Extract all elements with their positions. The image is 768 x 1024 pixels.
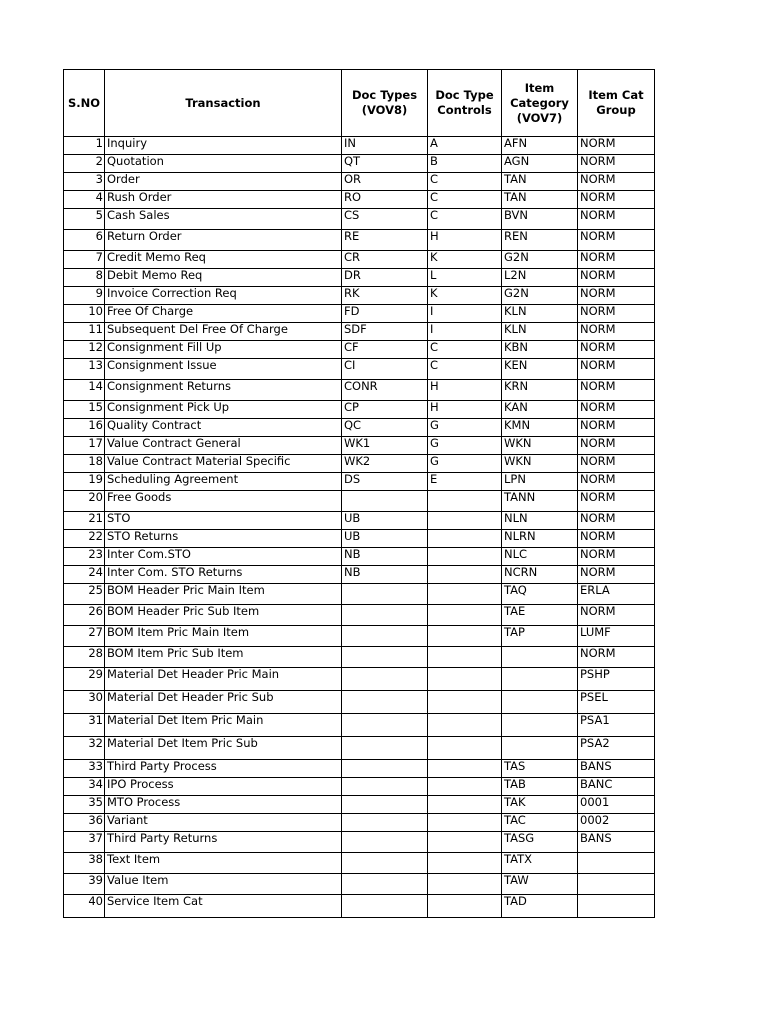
cell-item-category: KEN bbox=[502, 359, 578, 380]
table-row bbox=[64, 760, 655, 778]
cell-item-cat-group: NORM bbox=[578, 605, 655, 626]
cell-item-cat-group bbox=[578, 874, 655, 895]
cell-item-category: TAC bbox=[502, 814, 578, 832]
cell-doc-type: CR bbox=[342, 251, 428, 269]
cell-doc-type: QT bbox=[342, 155, 428, 173]
cell-doc-type: CONR bbox=[342, 380, 428, 401]
cell-doc-type-control: C bbox=[428, 191, 502, 209]
cell-doc-type-control bbox=[428, 796, 502, 814]
cell-sno: 25 bbox=[64, 584, 105, 605]
cell-item-category: TAK bbox=[502, 796, 578, 814]
header-item-cat-group: Item Cat Group bbox=[578, 70, 655, 137]
cell-transaction: Consignment Pick Up bbox=[105, 401, 342, 419]
cell-doc-type bbox=[342, 895, 428, 918]
cell-doc-type bbox=[342, 874, 428, 895]
cell-sno: 36 bbox=[64, 814, 105, 832]
table-row bbox=[64, 874, 655, 895]
table-row bbox=[64, 341, 655, 359]
cell-transaction: Third Party Returns bbox=[105, 832, 342, 853]
transaction-table bbox=[63, 69, 655, 918]
cell-doc-type: UB bbox=[342, 512, 428, 530]
cell-doc-type: DS bbox=[342, 473, 428, 491]
cell-doc-type-control bbox=[428, 714, 502, 737]
cell-sno: 4 bbox=[64, 191, 105, 209]
cell-transaction: Free Goods bbox=[105, 491, 342, 512]
cell-doc-type: RE bbox=[342, 230, 428, 251]
cell-sno: 30 bbox=[64, 691, 105, 714]
cell-item-category bbox=[502, 668, 578, 691]
cell-doc-type-control bbox=[428, 584, 502, 605]
cell-sno: 23 bbox=[64, 548, 105, 566]
cell-doc-type bbox=[342, 737, 428, 760]
cell-transaction: Value Contract Material Specific bbox=[105, 455, 342, 473]
table-row bbox=[64, 173, 655, 191]
cell-transaction: BOM Header Pric Sub Item bbox=[105, 605, 342, 626]
cell-sno: 16 bbox=[64, 419, 105, 437]
cell-item-category: TAP bbox=[502, 626, 578, 647]
cell-sno: 5 bbox=[64, 209, 105, 230]
cell-item-category: TAQ bbox=[502, 584, 578, 605]
cell-sno: 2 bbox=[64, 155, 105, 173]
cell-doc-type: CI bbox=[342, 359, 428, 380]
cell-transaction: Value Item bbox=[105, 874, 342, 895]
cell-doc-type: FD bbox=[342, 305, 428, 323]
cell-transaction: Variant bbox=[105, 814, 342, 832]
cell-item-category: REN bbox=[502, 230, 578, 251]
cell-sno: 29 bbox=[64, 668, 105, 691]
table-row bbox=[64, 323, 655, 341]
cell-item-cat-group: NORM bbox=[578, 137, 655, 155]
cell-item-cat-group: NORM bbox=[578, 455, 655, 473]
cell-sno: 12 bbox=[64, 341, 105, 359]
cell-doc-type-control: A bbox=[428, 137, 502, 155]
cell-doc-type-control: E bbox=[428, 473, 502, 491]
table-row bbox=[64, 895, 655, 918]
cell-transaction: MTO Process bbox=[105, 796, 342, 814]
table-row bbox=[64, 359, 655, 380]
cell-doc-type: RO bbox=[342, 191, 428, 209]
cell-transaction: Consignment Fill Up bbox=[105, 341, 342, 359]
cell-item-cat-group: PSA2 bbox=[578, 737, 655, 760]
cell-doc-type bbox=[342, 714, 428, 737]
cell-doc-type: CF bbox=[342, 341, 428, 359]
cell-item-cat-group: NORM bbox=[578, 173, 655, 191]
table-row bbox=[64, 230, 655, 251]
table-row bbox=[64, 287, 655, 305]
header-item-category: Item Category (VOV7) bbox=[502, 70, 578, 137]
table-row bbox=[64, 668, 655, 691]
cell-item-cat-group: NORM bbox=[578, 341, 655, 359]
cell-item-cat-group: NORM bbox=[578, 155, 655, 173]
cell-doc-type-control: C bbox=[428, 341, 502, 359]
cell-transaction: Free Of Charge bbox=[105, 305, 342, 323]
cell-sno: 28 bbox=[64, 647, 105, 668]
cell-item-cat-group: NORM bbox=[578, 191, 655, 209]
cell-doc-type-control bbox=[428, 566, 502, 584]
cell-sno: 19 bbox=[64, 473, 105, 491]
table-row bbox=[64, 814, 655, 832]
table-row bbox=[64, 155, 655, 173]
cell-item-cat-group: NORM bbox=[578, 251, 655, 269]
header-doc-type-controls: Doc Type Controls bbox=[428, 70, 502, 137]
table-row bbox=[64, 380, 655, 401]
cell-transaction: Material Det Item Pric Main bbox=[105, 714, 342, 737]
cell-sno: 31 bbox=[64, 714, 105, 737]
cell-doc-type-control: C bbox=[428, 359, 502, 380]
cell-doc-type-control: C bbox=[428, 173, 502, 191]
cell-item-cat-group: NORM bbox=[578, 419, 655, 437]
cell-doc-type: CP bbox=[342, 401, 428, 419]
table-row bbox=[64, 305, 655, 323]
cell-item-cat-group: 0001 bbox=[578, 796, 655, 814]
cell-sno: 38 bbox=[64, 853, 105, 874]
cell-transaction: Order bbox=[105, 173, 342, 191]
cell-doc-type: QC bbox=[342, 419, 428, 437]
table-body bbox=[64, 137, 655, 918]
cell-item-category: KLN bbox=[502, 305, 578, 323]
cell-item-cat-group: NORM bbox=[578, 401, 655, 419]
table-row bbox=[64, 137, 655, 155]
cell-doc-type: WK2 bbox=[342, 455, 428, 473]
cell-transaction: STO Returns bbox=[105, 530, 342, 548]
cell-transaction: BOM Item Pric Main Item bbox=[105, 626, 342, 647]
cell-sno: 17 bbox=[64, 437, 105, 455]
table-row bbox=[64, 548, 655, 566]
table-row bbox=[64, 437, 655, 455]
cell-item-cat-group: NORM bbox=[578, 647, 655, 668]
cell-item-category bbox=[502, 737, 578, 760]
cell-sno: 21 bbox=[64, 512, 105, 530]
cell-sno: 10 bbox=[64, 305, 105, 323]
cell-sno: 14 bbox=[64, 380, 105, 401]
cell-item-cat-group: NORM bbox=[578, 359, 655, 380]
cell-doc-type bbox=[342, 647, 428, 668]
cell-sno: 9 bbox=[64, 287, 105, 305]
cell-item-category: TAS bbox=[502, 760, 578, 778]
cell-doc-type: UB bbox=[342, 530, 428, 548]
cell-doc-type-control bbox=[428, 737, 502, 760]
table-row bbox=[64, 737, 655, 760]
cell-item-cat-group: NORM bbox=[578, 473, 655, 491]
cell-transaction: BOM Header Pric Main Item bbox=[105, 584, 342, 605]
cell-sno: 27 bbox=[64, 626, 105, 647]
cell-item-cat-group: NORM bbox=[578, 530, 655, 548]
cell-doc-type: NB bbox=[342, 566, 428, 584]
cell-transaction: IPO Process bbox=[105, 778, 342, 796]
cell-transaction: Debit Memo Req bbox=[105, 269, 342, 287]
cell-item-category: G2N bbox=[502, 287, 578, 305]
cell-sno: 32 bbox=[64, 737, 105, 760]
cell-doc-type-control bbox=[428, 605, 502, 626]
cell-doc-type-control bbox=[428, 832, 502, 853]
cell-item-category: WKN bbox=[502, 455, 578, 473]
cell-sno: 26 bbox=[64, 605, 105, 626]
cell-doc-type-control: I bbox=[428, 305, 502, 323]
header-doc-types: Doc Types (VOV8) bbox=[342, 70, 428, 137]
cell-transaction: Material Det Header Pric Sub bbox=[105, 691, 342, 714]
cell-transaction: Inter Com. STO Returns bbox=[105, 566, 342, 584]
cell-sno: 37 bbox=[64, 832, 105, 853]
cell-doc-type bbox=[342, 778, 428, 796]
cell-sno: 39 bbox=[64, 874, 105, 895]
cell-item-category: TANN bbox=[502, 491, 578, 512]
cell-doc-type bbox=[342, 584, 428, 605]
table-row bbox=[64, 491, 655, 512]
cell-doc-type-control: L bbox=[428, 269, 502, 287]
cell-transaction: Subsequent Del Free Of Charge bbox=[105, 323, 342, 341]
cell-item-category: TAN bbox=[502, 191, 578, 209]
cell-item-category: L2N bbox=[502, 269, 578, 287]
cell-doc-type bbox=[342, 691, 428, 714]
cell-doc-type-control bbox=[428, 778, 502, 796]
cell-item-cat-group: BANS bbox=[578, 832, 655, 853]
cell-doc-type-control: B bbox=[428, 155, 502, 173]
cell-doc-type: RK bbox=[342, 287, 428, 305]
cell-doc-type-control: I bbox=[428, 323, 502, 341]
cell-item-category: TAW bbox=[502, 874, 578, 895]
cell-item-category: TATX bbox=[502, 853, 578, 874]
cell-doc-type bbox=[342, 796, 428, 814]
cell-item-cat-group bbox=[578, 853, 655, 874]
table-row bbox=[64, 455, 655, 473]
cell-item-category: KRN bbox=[502, 380, 578, 401]
table-row bbox=[64, 209, 655, 230]
cell-transaction: Cash Sales bbox=[105, 209, 342, 230]
cell-item-category: NLC bbox=[502, 548, 578, 566]
table-row bbox=[64, 605, 655, 626]
cell-doc-type: WK1 bbox=[342, 437, 428, 455]
cell-sno: 24 bbox=[64, 566, 105, 584]
cell-doc-type-control: H bbox=[428, 401, 502, 419]
cell-item-cat-group: NORM bbox=[578, 380, 655, 401]
cell-item-category bbox=[502, 691, 578, 714]
cell-doc-type: DR bbox=[342, 269, 428, 287]
cell-doc-type-control: G bbox=[428, 437, 502, 455]
cell-doc-type bbox=[342, 832, 428, 853]
cell-item-cat-group: NORM bbox=[578, 323, 655, 341]
cell-doc-type-control bbox=[428, 853, 502, 874]
cell-doc-type bbox=[342, 814, 428, 832]
cell-item-category: AFN bbox=[502, 137, 578, 155]
cell-transaction: BOM Item Pric Sub Item bbox=[105, 647, 342, 668]
cell-doc-type-control: G bbox=[428, 419, 502, 437]
cell-sno: 8 bbox=[64, 269, 105, 287]
cell-doc-type-control: C bbox=[428, 209, 502, 230]
cell-item-category: KAN bbox=[502, 401, 578, 419]
cell-item-cat-group: PSHP bbox=[578, 668, 655, 691]
cell-doc-type bbox=[342, 626, 428, 647]
cell-sno: 34 bbox=[64, 778, 105, 796]
cell-sno: 40 bbox=[64, 895, 105, 918]
cell-item-cat-group: NORM bbox=[578, 209, 655, 230]
cell-transaction: Scheduling Agreement bbox=[105, 473, 342, 491]
cell-item-category: NCRN bbox=[502, 566, 578, 584]
cell-sno: 13 bbox=[64, 359, 105, 380]
cell-doc-type: CS bbox=[342, 209, 428, 230]
table-row bbox=[64, 473, 655, 491]
cell-item-cat-group: BANS bbox=[578, 760, 655, 778]
cell-doc-type-control bbox=[428, 874, 502, 895]
cell-sno: 20 bbox=[64, 491, 105, 512]
table-row bbox=[64, 691, 655, 714]
cell-item-cat-group: NORM bbox=[578, 566, 655, 584]
cell-transaction: Material Det Header Pric Main bbox=[105, 668, 342, 691]
cell-sno: 3 bbox=[64, 173, 105, 191]
table-row bbox=[64, 419, 655, 437]
cell-transaction: STO bbox=[105, 512, 342, 530]
cell-sno: 22 bbox=[64, 530, 105, 548]
table-row bbox=[64, 530, 655, 548]
table-row bbox=[64, 512, 655, 530]
cell-item-cat-group: 0002 bbox=[578, 814, 655, 832]
cell-transaction: Rush Order bbox=[105, 191, 342, 209]
cell-item-cat-group: LUMF bbox=[578, 626, 655, 647]
cell-doc-type-control bbox=[428, 691, 502, 714]
table-row bbox=[64, 796, 655, 814]
table-row bbox=[64, 647, 655, 668]
table-row bbox=[64, 853, 655, 874]
cell-transaction: Inter Com.STO bbox=[105, 548, 342, 566]
cell-doc-type-control: H bbox=[428, 380, 502, 401]
cell-item-cat-group: BANC bbox=[578, 778, 655, 796]
table-row bbox=[64, 714, 655, 737]
header-transaction: Transaction bbox=[105, 70, 342, 137]
cell-item-cat-group: NORM bbox=[578, 491, 655, 512]
cell-sno: 18 bbox=[64, 455, 105, 473]
cell-transaction: Consignment Issue bbox=[105, 359, 342, 380]
cell-doc-type bbox=[342, 760, 428, 778]
cell-item-cat-group: NORM bbox=[578, 512, 655, 530]
cell-transaction: Consignment Returns bbox=[105, 380, 342, 401]
cell-doc-type-control bbox=[428, 530, 502, 548]
cell-doc-type bbox=[342, 491, 428, 512]
cell-transaction: Third Party Process bbox=[105, 760, 342, 778]
cell-item-category: KLN bbox=[502, 323, 578, 341]
cell-doc-type-control bbox=[428, 760, 502, 778]
cell-sno: 35 bbox=[64, 796, 105, 814]
cell-sno: 1 bbox=[64, 137, 105, 155]
cell-doc-type: OR bbox=[342, 173, 428, 191]
cell-doc-type-control bbox=[428, 548, 502, 566]
table-row bbox=[64, 832, 655, 853]
cell-item-category: AGN bbox=[502, 155, 578, 173]
cell-transaction: Service Item Cat bbox=[105, 895, 342, 918]
cell-doc-type-control bbox=[428, 647, 502, 668]
cell-item-cat-group bbox=[578, 895, 655, 918]
cell-transaction: Text Item bbox=[105, 853, 342, 874]
cell-doc-type-control bbox=[428, 491, 502, 512]
cell-item-cat-group: NORM bbox=[578, 548, 655, 566]
cell-transaction: Credit Memo Req bbox=[105, 251, 342, 269]
table-row bbox=[64, 191, 655, 209]
cell-item-category: TAB bbox=[502, 778, 578, 796]
cell-item-cat-group: PSA1 bbox=[578, 714, 655, 737]
table-header-row bbox=[64, 70, 655, 137]
cell-doc-type-control bbox=[428, 512, 502, 530]
cell-item-category bbox=[502, 714, 578, 737]
cell-item-category: TAE bbox=[502, 605, 578, 626]
table-row bbox=[64, 269, 655, 287]
cell-item-category: TAN bbox=[502, 173, 578, 191]
cell-item-category: NLRN bbox=[502, 530, 578, 548]
cell-item-category: KMN bbox=[502, 419, 578, 437]
table-row bbox=[64, 778, 655, 796]
cell-item-category: TAD bbox=[502, 895, 578, 918]
cell-item-cat-group: NORM bbox=[578, 230, 655, 251]
cell-transaction: Invoice Correction Req bbox=[105, 287, 342, 305]
cell-item-category: KBN bbox=[502, 341, 578, 359]
cell-doc-type bbox=[342, 605, 428, 626]
cell-doc-type-control: H bbox=[428, 230, 502, 251]
cell-item-category: WKN bbox=[502, 437, 578, 455]
cell-doc-type-control bbox=[428, 895, 502, 918]
cell-transaction: Return Order bbox=[105, 230, 342, 251]
cell-doc-type: NB bbox=[342, 548, 428, 566]
cell-sno: 33 bbox=[64, 760, 105, 778]
cell-item-cat-group: NORM bbox=[578, 269, 655, 287]
cell-doc-type-control bbox=[428, 668, 502, 691]
table-row bbox=[64, 584, 655, 605]
cell-item-category: NLN bbox=[502, 512, 578, 530]
cell-doc-type-control bbox=[428, 814, 502, 832]
header-sno: S.NO bbox=[64, 70, 105, 137]
cell-sno: 7 bbox=[64, 251, 105, 269]
cell-doc-type bbox=[342, 668, 428, 691]
cell-item-cat-group: PSEL bbox=[578, 691, 655, 714]
cell-item-category: LPN bbox=[502, 473, 578, 491]
cell-transaction: Value Contract General bbox=[105, 437, 342, 455]
cell-doc-type: IN bbox=[342, 137, 428, 155]
cell-item-cat-group: NORM bbox=[578, 305, 655, 323]
cell-doc-type bbox=[342, 853, 428, 874]
cell-item-category: G2N bbox=[502, 251, 578, 269]
cell-sno: 6 bbox=[64, 230, 105, 251]
cell-transaction: Material Det Item Pric Sub bbox=[105, 737, 342, 760]
cell-doc-type: SDF bbox=[342, 323, 428, 341]
cell-item-category bbox=[502, 647, 578, 668]
cell-doc-type-control: K bbox=[428, 251, 502, 269]
cell-item-category: TASG bbox=[502, 832, 578, 853]
spreadsheet-sheet bbox=[63, 69, 654, 918]
cell-item-category: BVN bbox=[502, 209, 578, 230]
cell-transaction: Quotation bbox=[105, 155, 342, 173]
table-row bbox=[64, 251, 655, 269]
cell-item-cat-group: NORM bbox=[578, 437, 655, 455]
cell-doc-type-control: G bbox=[428, 455, 502, 473]
cell-item-cat-group: ERLA bbox=[578, 584, 655, 605]
cell-doc-type-control: K bbox=[428, 287, 502, 305]
table-row bbox=[64, 566, 655, 584]
cell-item-cat-group: NORM bbox=[578, 287, 655, 305]
cell-transaction: Inquiry bbox=[105, 137, 342, 155]
table-row bbox=[64, 401, 655, 419]
cell-transaction: Quality Contract bbox=[105, 419, 342, 437]
cell-sno: 11 bbox=[64, 323, 105, 341]
cell-doc-type-control bbox=[428, 626, 502, 647]
cell-sno: 15 bbox=[64, 401, 105, 419]
table-row bbox=[64, 626, 655, 647]
